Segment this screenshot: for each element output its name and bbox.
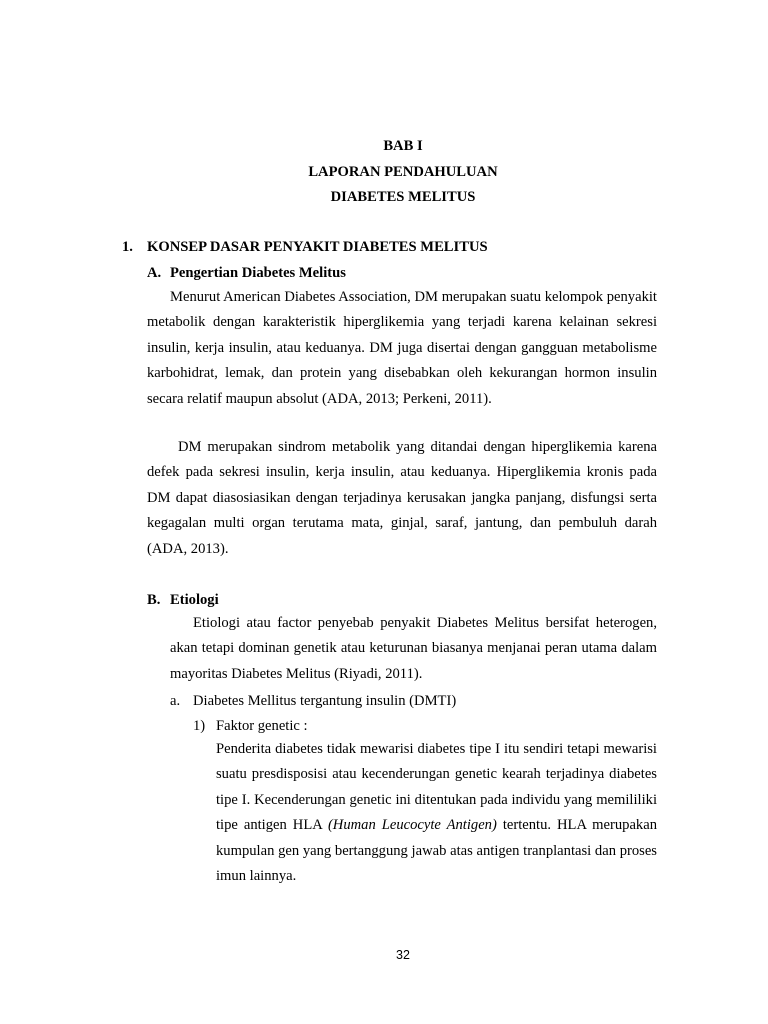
list-item-1-text: Faktor genetic : — [216, 718, 308, 734]
list-item-a-letter: a. — [170, 693, 181, 709]
subsection-a-letter: A. — [147, 265, 162, 281]
definition-paragraph-1: Menurut American Diabetes Association, DM merupakan suatu kelompok penyakit metabolik dengan karakteristik hiperglikemia yang terjadi karena kelainan sekresi insulin, kerja insulin, atau keduanya. DM juga disertai dengan gangguan metabolisme karbohidrat, lemak, dan protein yang disebabkan oleh kekurangan hormon insulin secara relatif maupun absolut (ADA, 2013; Perkeni, 2011). — [147, 289, 657, 407]
section-title: KONSEP DASAR PENYAKIT DIABETES MELITUS — [147, 239, 488, 255]
page-number: 32 — [396, 948, 410, 962]
hla-term-italic: (Human Leucocyte Antigen) — [327, 817, 497, 834]
etiology-paragraph: Etiologi atau factor penyebab penyakit Diabetes Melitus bersifat heterogen, akan tetapi dominan genetik atau keturunan biasanya menjanai peran utama dalam mayoritas Diabetes Melitus (Riyadi, 2011). — [170, 615, 657, 682]
subsection-b-title: Etiologi — [170, 592, 219, 608]
genetic-paragraph-start: Penderita diabetes tidak mewarisi diabetes tipe I itu sendiri tetapi mewarisi suatu presdisposisi atau kecenderungan genetic kearah terjadinya diabetes tipe I. Kecenderungan genetic ini ditentukan pada individu yang memililiki tipe antigen HLA — [216, 741, 657, 834]
subsection-a-title: Pengertian Diabetes Melitus — [170, 265, 346, 281]
report-subtitle: DIABETES MELITUS — [330, 189, 476, 205]
report-title: LAPORAN PENDAHULUAN — [308, 164, 498, 180]
chapter-heading: BAB I — [383, 138, 423, 154]
section-number: 1. — [122, 239, 133, 255]
genetic-paragraph-end: tertentu. HLA merupakan kumpulan gen yang bertanggung jawab atas antigen tranplantasi dan proses imun lainnya. — [216, 817, 657, 885]
list-item-a-text: Diabetes Mellitus tergantung insulin (DMTI) — [193, 693, 457, 709]
genetic-factor-paragraph — [216, 737, 657, 889]
definition-paragraph-2: DM merupakan sindrom metabolik yang ditandai dengan hiperglikemia karena defek pada sekresi insulin, kerja insulin, atau keduanya. Hiperglikemia kronis pada DM dapat diasosiasikan dengan terjadinya kerusakan jangka panjang, disfungsi serta kegagalan multi organ terutama mata, ginjal, saraf, jantung, dan pembuluh darah (ADA, 2013). — [147, 439, 657, 557]
subsection-b-letter: B. — [147, 592, 161, 608]
list-item-1-number: 1) — [193, 718, 206, 734]
